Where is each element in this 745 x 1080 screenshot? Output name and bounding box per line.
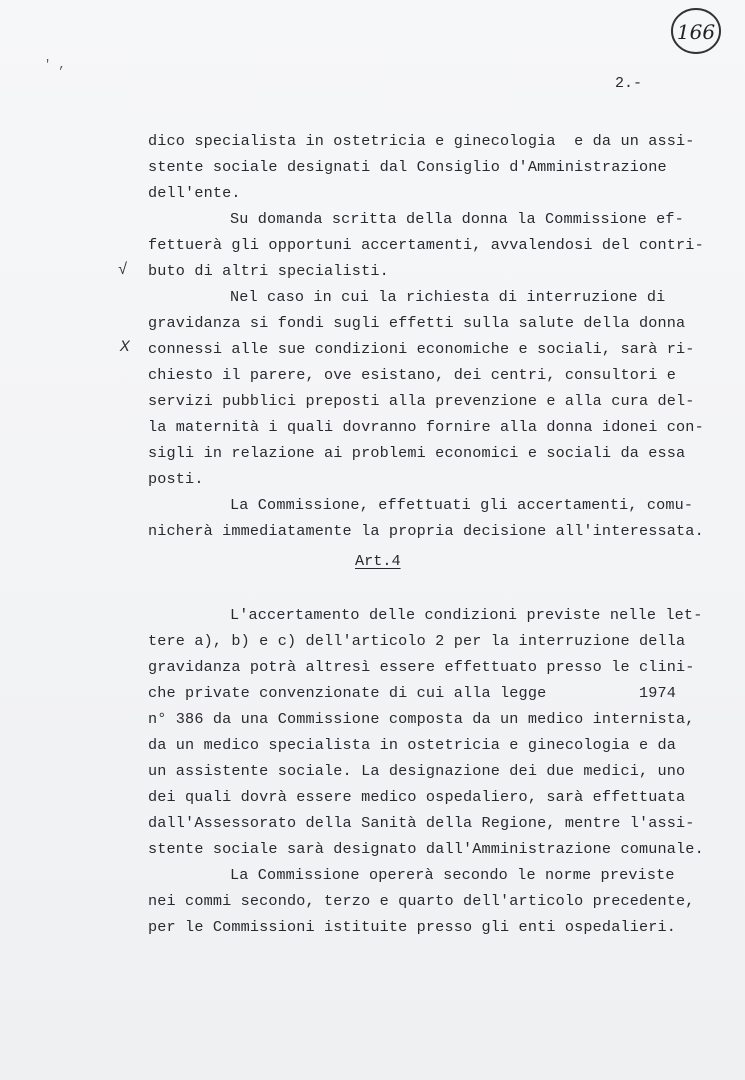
text-line: servizi pubblici preposti alla prevenzione e alla cura del- [148,392,695,410]
text-line: per le Commissioni istituite presso gli enti ospedalieri. [148,918,677,936]
stamp-number: 166 [676,20,716,44]
text-line: un assistente sociale. La designazione dei due medici, uno [148,762,686,780]
text-line: dei quali dovrà essere medico ospedaliero, sarà effettuata [148,788,686,806]
text-line: n° 386 da una Commissione composta da un medico internista, [148,710,695,728]
text-line: sigli in relazione ai problemi economici e sociali da essa [148,444,686,462]
punch-marks: ' , [44,58,66,72]
text-line: L'accertamento delle condizioni previste nelle let- [230,606,703,624]
text-line: dall'Assessorato della Sanità della Regione, mentre l'assi- [148,814,695,832]
text-line: chiesto il parere, ove esistano, dei centri, consultori e [148,366,677,384]
text-line: La Commissione, effettuati gli accertamenti, comu- [230,496,694,514]
text-line: nicherà immediatamente la propria decisione all'interessata. [148,522,704,540]
text-line: buto di altri specialisti. [148,262,389,280]
margin-check-mark: √ [118,261,128,279]
text-line: tere a), b) e c) dell'articolo 2 per la interruzione della [148,632,686,650]
page-number: 2.- [615,75,643,92]
text-line: gravidanza potrà altresì essere effettuato presso le clini- [148,658,695,676]
text-line: stente sociale sarà designato dall'Amministrazione comunale. [148,840,704,858]
text-line: dico specialista in ostetricia e ginecologia e da un assi- [148,132,695,150]
page-stamp [669,4,723,58]
text-line: da un medico specialista in ostetricia e ginecologia e da [148,736,677,754]
text-line: che private convenzionate di cui alla legge 1974 [148,684,677,702]
text-line: la maternità i quali dovranno fornire alla donna idonei con- [148,418,704,436]
text-line: posti. [148,470,204,488]
text-line: La Commissione opererà secondo le norme previste [230,866,675,884]
text-line: Nel caso in cui la richiesta di interruzione di [230,288,666,306]
text-line: connessi alle sue condizioni economiche e sociali, sarà ri- [148,340,695,358]
text-line: stente sociale designati dal Consiglio d'Amministrazione [148,158,667,176]
text-line: Su domanda scritta della donna la Commissione ef- [230,210,684,228]
text-line: gravidanza si fondi sugli effetti sulla salute della donna [148,314,686,332]
margin-cross-mark: X [120,338,130,356]
text-line: nei commi secondo, terzo e quarto dell'articolo precedente, [148,892,695,910]
text-line: fettuerà gli opportuni accertamenti, avvalendosi del contri- [148,236,704,254]
article-heading: Art.4 [355,552,401,570]
text-line: dell'ente. [148,184,241,202]
